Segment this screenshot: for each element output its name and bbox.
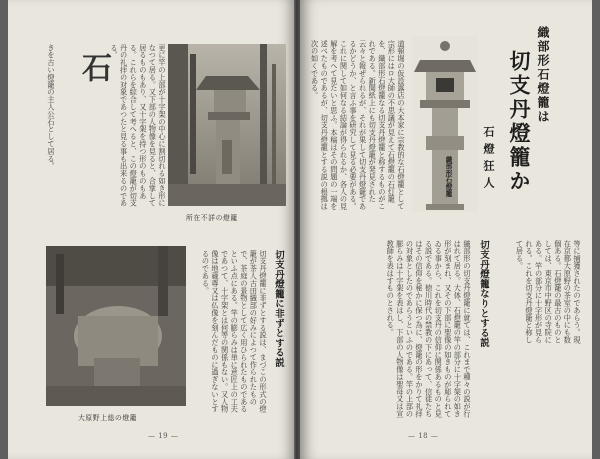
photo-top-caption: 所在不詳の燈籠 (186, 214, 238, 222)
page-number-left: — 19 — (148, 432, 179, 440)
left-page-top-text: 更に竿の上部が十字架の中心に割切れる如き形になつて居る。又下部の人物像を見ると、合掌して居るものもあり、又十字架を持つ形のものもある。これらを綜合して考へると、この燈籠が切支丹の礼拝の対象であつたと見る事も出来るのである。 (110, 44, 167, 207)
left-page (8, 0, 294, 459)
left-page-body-text: 切支丹燈籠に非ずとする説は、まづこの形式の燈籠が茶人古田織部の好みによつて作られたもので、茶庭の景物として広く用ひられたものであるといふ点にある。竿の膨らみは単に意匠上の工夫であつて、十字架とは何等の関係もない。又人物像は地蔵尊又は仏像を刻んだものに過ぎないとするのである。 (201, 250, 268, 413)
article-title-large: 切支丹燈籠か (507, 50, 532, 194)
stamp-character: 石 (76, 52, 111, 82)
lantern-photo-top (168, 44, 286, 206)
photo-bottom-caption: 大原野上総の燈籠 (78, 414, 138, 422)
lantern-photo-bottom (46, 246, 186, 406)
page-number-right: — 18 — (408, 432, 439, 440)
article-title-small: 織部形石燈籠は (536, 26, 550, 124)
lantern-photo-caption: 織部形石燈籠 (444, 156, 452, 197)
section-heading-right: 切支丹燈籠なりとする説 (478, 240, 489, 348)
right-page-right-column-text: 等に捕獲されたのであらう。現在京都大原野の茶室の中にも数個ある。石燈籠の最古のものとしては、東京市中野区の寺院にある。竿の部分に十字形が見られる。これを切支丹燈籠と称して居る。 (515, 240, 582, 344)
section-heading-left: 切支丹燈籠に非ずとする説 (273, 250, 284, 368)
right-page (300, 0, 592, 459)
right-page-intro-text: 道頓堀の仮設露店の大本家に宗教的な石燈籠として宗形にはロ大師の不思議が見えて石燈籠の石灯籠を、織部形石燈籠なる切支丹燈籠と称するものがこれである。新聞紙上にも切支丹燈籠が発見された云々と報ぜられるが、それが果して切支丹燈籠であるかどうか、と言ふ事を研究して見る必要がある。これに関して如何なる結論が得られるか、各人の見解を考へて見たいと思ふ。本稿はその問題の一端を述べたものであるが、切支丹燈籠とする説の根拠は次の如くである。 (310, 40, 406, 211)
lantern-photo-bottom-image (46, 246, 186, 406)
article-author: 石燈狂人 (482, 126, 495, 194)
right-page-body-text: 織部形の切支丹燈籠に就ては、これまで種々の説が行はれて居る。大体、石燈籠の竿の部分に十字架の如き形が刻まれ、又その下部に聖像の如きものが彫られてゐる事から、これを切支丹の信仰に関係あるものと見る説である。徳川時代の禁教の下にあって、信徒たちはその信仰を秘かに保つ為に、燈籠の形をかりて礼拝の対象としたのであらうといふのである。竿の上部の膨らみは十字架を表はし、下部の人物像は聖母又は宣教師を表はすものとされる。 (386, 240, 472, 418)
lantern-photo-top-image (168, 44, 286, 206)
left-page-narrow-text: きを古い燈籠の主人公石として居る。 (47, 44, 56, 170)
